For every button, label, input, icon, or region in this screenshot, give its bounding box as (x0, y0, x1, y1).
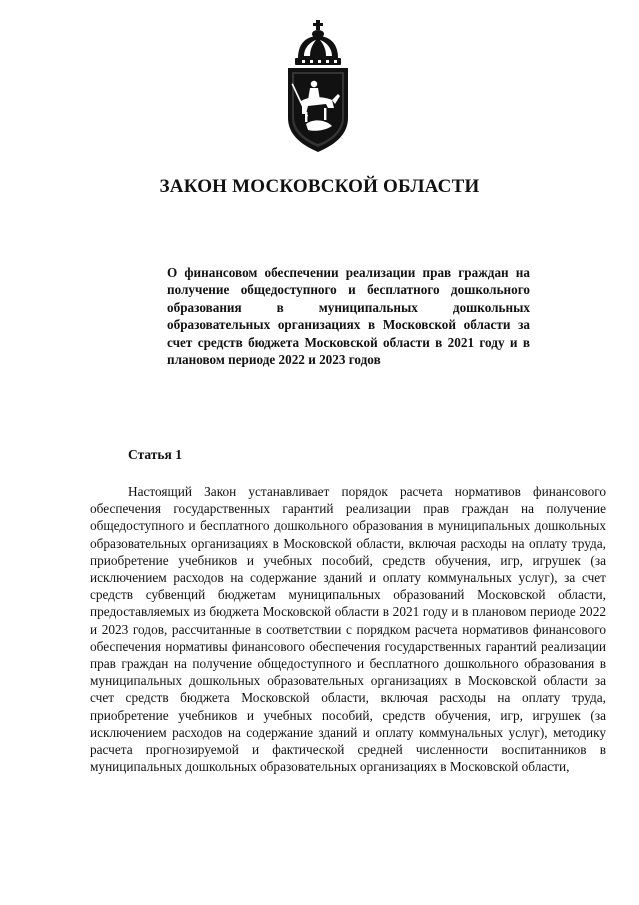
coat-of-arms-icon (280, 18, 356, 156)
law-title: ЗАКОН МОСКОВСКОЙ ОБЛАСТИ (159, 176, 480, 197)
law-subject: О финансовом обеспечении реализации прав граждан на получение общедоступного и бесплатного дошкольного образования в муниципальных дошкольных образовательных организациях в Московской области за счет средств бюджета Московской области в 2021 году и в плановом периоде 2022 и 2023 годов (167, 265, 530, 368)
article-body: Настоящий Закон устанавливает порядок расчета нормативов финансового обеспечения государственных гарантий реализации прав граждан на получение общедоступного и бесплатного дошкольного образования в муниципальных дошкольных образовательных организациях в Московской области, включая расходы на оплату труда, приобретение учебников и учебных пособий, средств обучения, игр, игрушек (за исключением расходов на содержание зданий и оплату коммунальных услуг), за счет средств субвенций бюджетам муниципальных образований Московской области, предоставляемых из бюджета Московской области в 2021 году и в плановом периоде 2022 и 2023 годов, рассчитанные в соответствии с порядком расчета нормативов финансового обеспечения нормативы финансового обеспечения государственных гарантий реализации прав граждан на получение общедоступного и бесплатного дошкольного образования в муниципальных дошкольных образовательных организациях в Московской области за счет средств бюджета Московской области, включая расходы на оплату труда, приобретение учебников и учебных пособий, средств обучения, игр, игрушек (за исключением расходов на содержание зданий и оплату коммунальных услуг), методику расчета прогнозируемой и фактической средней численности воспитанников в муниципальных дошкольных образовательных организациях в Московской области, (90, 484, 606, 775)
article-heading: Статья 1 (128, 447, 182, 462)
